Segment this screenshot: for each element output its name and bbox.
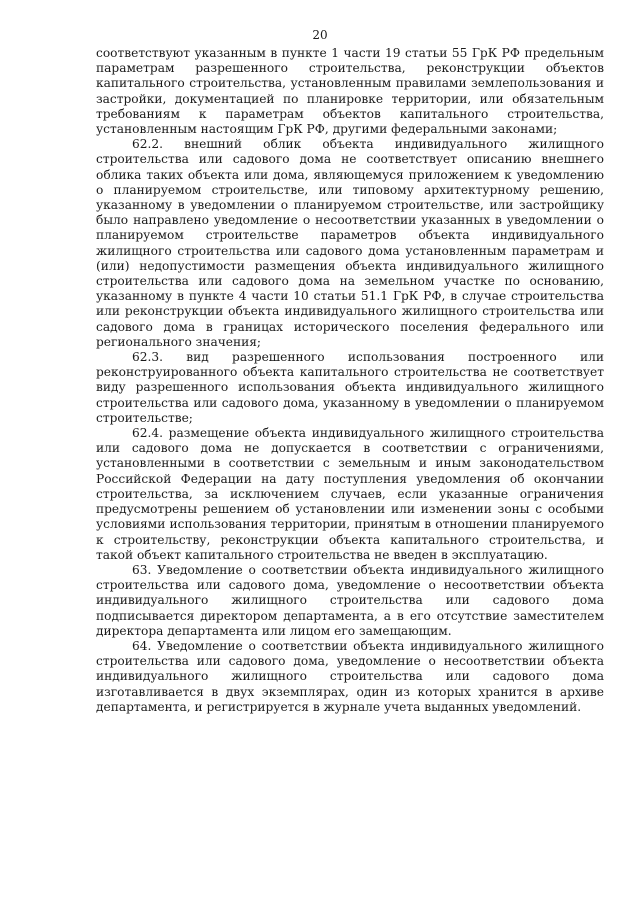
document-body <box>96 46 604 715</box>
page-number: 20 <box>312 28 328 42</box>
paragraph-62-4: 62.4. размещение объекта индивидуального жилищного строительства или садового дома не допускается в соответствии с ограничениями, установленными в соответствии с земельным и иным законодательством Российской Федерации на дату поступления уведомления об окончании строительства, за исключением случаев, если указанные ограничения предусмотрены решением об установлении или изменении зоны с особыми условиями использования территории, принятым в отношении планируемого к строительству, реконструкции объекта капитального строительства, и такой объект капитального строительства не введен в эксплуатацию. <box>96 426 604 562</box>
paragraph-62-2: 62.2. внешний облик объекта индивидуального жилищного строительства или садового дома не соответствует описанию внешнего облика таких объекта или дома, являющемуся приложением к уведомлению о планируемом строительстве, или типовому архитектурному решению, указанному в уведомлении о планируемом строительстве, или застройщику было направлено уведомление о несоответствии указанных в уведомлении о планируемом строительстве параметров объекта индивидуального жилищного строительства или садового дома установленным параметрам и (или) недопустимости размещения объекта индивидуального жилищного строительства или садового дома на земельном участке по основанию, указанному в пункте 4 части 10 статьи 51.1 ГрК РФ, в случае строительства или реконструкции объекта индивидуального жилищного строительства или садового дома в границах исторического поселения федерального или регионального значения; <box>96 137 604 349</box>
paragraph-63: 63. Уведомление о соответствии объекта индивидуального жилищного строительства или садового дома, уведомление о несоответствии объекта индивидуального жилищного строительства или садового дома подписывается директором департамента, а в его отсутствие заместителем директора департамента или лицом его замещающим. <box>96 562 604 638</box>
paragraph-62-3: 62.3. вид разрешенного использования построенного или реконструированного объекта капитального строительства не соответствует виду разрешенного использования объекта индивидуального жилищного строительства или садового дома, указанному в уведомлении о планируемом строительстве; <box>96 350 604 425</box>
paragraph-continuation: соответствуют указанным в пункте 1 части 19 статьи 55 ГрК РФ предельным параметрам разрешенного строительства, реконструкции объектов капитального строительства, установленным правилами землепользования и застройки, документацией по планировке территории, или обязательным требованиям к параметрам объектов капитального строительства, установленным настоящим ГрК РФ, другими федеральными законами; <box>96 46 604 137</box>
paragraph-64: 64. Уведомление о соответствии объекта индивидуального жилищного строительства или садового дома, уведомление о несоответствии объекта индивидуального жилищного строительства или садового дома изготавливается в двух экземплярах, один из которых хранится в архиве департамента, и регистрируется в журнале учета выданных уведомлений. <box>96 638 604 714</box>
